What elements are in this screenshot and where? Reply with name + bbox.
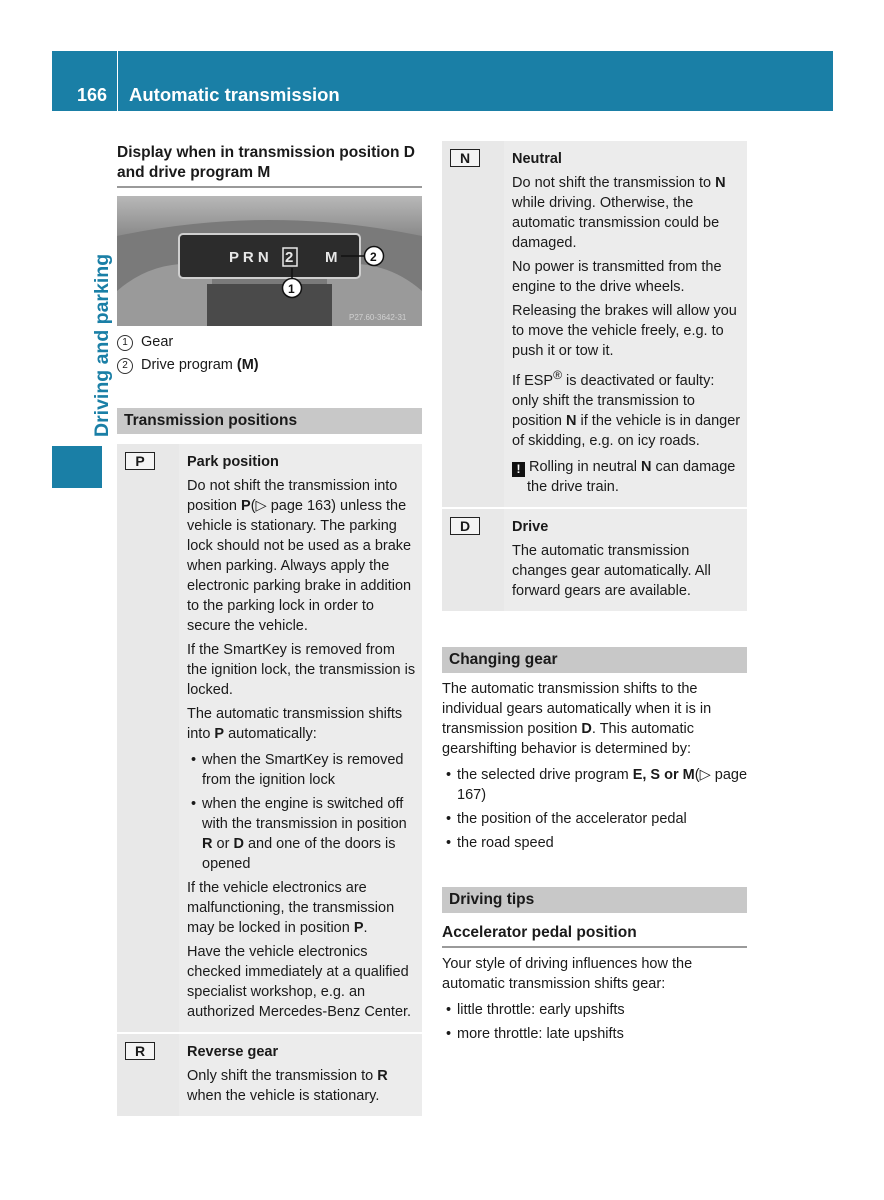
driving-tips-heading: Driving tips	[442, 887, 747, 913]
gear-indicator: 2	[285, 249, 294, 266]
gear-letters: P R N	[229, 249, 269, 266]
list-item: • more throttle: late upshifts	[442, 1024, 747, 1044]
changing-gear-intro: The automatic transmission shifts to the individual gears automatically when it is in transmission position D. This automatic gearshifting behavior is determined by:	[442, 680, 712, 757]
park-text: The automatic transmission shifts into P automatically:	[187, 706, 403, 742]
page-header	[52, 51, 833, 111]
drive-text: The automatic transmission changes gear automatically. All forward gears are available.	[512, 542, 711, 599]
page-title: Automatic transmission	[129, 84, 340, 105]
drive-key-symbol: D	[450, 517, 480, 535]
reverse-title: Reverse gear	[187, 1044, 279, 1060]
park-bullet-list	[187, 750, 416, 874]
caption-text: Gear	[141, 334, 174, 350]
driving-tips-list	[442, 1000, 747, 1044]
transmission-positions-table	[117, 444, 422, 1116]
list-item: • when the SmartKey is removed from the ignition lock	[187, 750, 416, 790]
neutral-text: If ESP® is deactivated or faulty: only shift the transmission to position N if the vehicle is in danger of skidding, e.g. on icy roads.	[512, 368, 741, 449]
neutral-key-symbol: N	[450, 149, 480, 167]
changing-gear-heading: Changing gear	[442, 647, 747, 673]
transmission-positions-heading: Transmission positions	[117, 408, 422, 434]
header-divider	[117, 51, 118, 111]
position-row-park	[117, 444, 422, 1033]
driving-tips-intro: Your style of driving influences how the automatic transmission shifts gear:	[442, 955, 693, 992]
position-row-reverse	[117, 1033, 422, 1116]
illustration-captions	[117, 332, 422, 375]
park-key-symbol: P	[125, 452, 155, 470]
program-indicator: M	[325, 249, 338, 266]
neutral-text: Do not shift the transmission to N while driving. Otherwise, the automatic transmission could be damaged.	[512, 175, 726, 251]
cluster-graphic	[117, 196, 422, 326]
driving-tips-body	[442, 954, 747, 1044]
park-text: If the SmartKey is removed from the ignition lock, the transmission is locked.	[187, 642, 416, 698]
park-text: Have the vehicle electronics checked immediately at a qualified specialist workshop, e.g. an authorized Mercedes-Benz Center.	[187, 944, 412, 1020]
neutral-title: Neutral	[512, 151, 562, 167]
park-text: Do not shift the transmission into position P(▷ page 163) unless the vehicle is stationary. The parking lock should not be used as a brake when parking. Always apply the electronic parking brake in addition to the parking lock in order to secure the vehicle.	[187, 478, 412, 634]
transmission-positions-table-continued	[442, 141, 747, 611]
caption-number: 1	[117, 335, 133, 351]
chapter-label: Driving and parking	[91, 253, 113, 437]
warning-icon: !	[512, 462, 525, 477]
list-item: • little throttle: early upshifts	[442, 1000, 747, 1020]
caption-text: Drive program (M)	[141, 357, 259, 373]
caption-item	[117, 355, 422, 375]
position-row-drive	[442, 508, 747, 611]
list-item: • the position of the accelerator pedal	[442, 809, 747, 829]
reverse-text: Only shift the transmission to R when the vehicle is stationary.	[187, 1068, 388, 1104]
callout-1: 1	[288, 282, 295, 296]
left-column	[117, 141, 422, 1116]
chapter-tab-marker	[52, 446, 102, 488]
list-item: • the road speed	[442, 833, 747, 853]
neutral-text: No power is transmitted from the engine to the drive wheels.	[512, 259, 722, 295]
image-ref-code: P27.60-3642-31	[349, 313, 407, 322]
park-title: Park position	[187, 454, 279, 470]
instrument-cluster-illustration	[117, 196, 422, 326]
park-text: If the vehicle electronics are malfunctioning, the transmission may be locked in position P.	[187, 880, 395, 936]
reverse-key-symbol: R	[125, 1042, 155, 1060]
position-row-neutral	[442, 141, 747, 508]
neutral-text: Releasing the brakes will allow you to move the vehicle freely, e.g. to push it or tow it.	[512, 303, 737, 359]
accelerator-subheading: Accelerator pedal position	[442, 921, 747, 948]
page-number: 166	[77, 85, 108, 105]
display-heading: Display when in transmission position D and drive program M	[117, 141, 422, 188]
changing-gear-body	[442, 679, 747, 853]
caption-item	[117, 332, 422, 352]
neutral-warning: ! Rolling in neutral N can damage the drive train.	[512, 457, 741, 497]
callout-2: 2	[370, 250, 377, 264]
drive-title: Drive	[512, 518, 549, 535]
list-item: • when the engine is switched off with the transmission in position R or D and one of the doors is opened	[187, 794, 416, 874]
caption-number: 2	[117, 358, 133, 374]
right-column	[442, 141, 747, 1048]
changing-gear-list	[442, 765, 747, 853]
list-item: • the selected drive program E, S or M(▷ page 167)	[442, 765, 747, 805]
